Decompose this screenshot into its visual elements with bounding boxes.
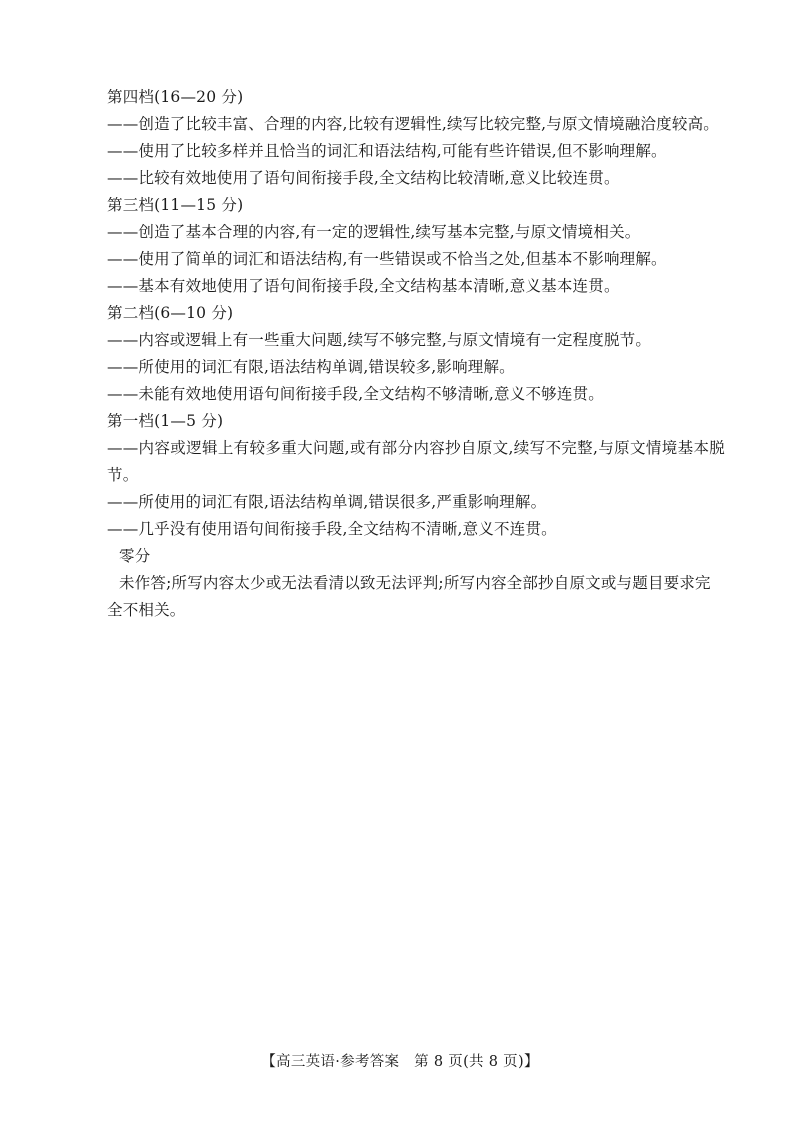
grade-one-item: ——内容或逻辑上有较多重大问题,或有部分内容抄自原文,续写不完整,与原文情境基本脱节。 bbox=[107, 439, 725, 484]
grade-two-title: 第二档(6—10 分) bbox=[107, 304, 234, 322]
zero-score-text: 未作答;所写内容太少或无法看清以致无法评判;所写内容全部抄自原文或与题目要求完全不相关。 bbox=[107, 574, 711, 619]
grade-two-section bbox=[107, 300, 725, 408]
zero-score-section bbox=[107, 543, 725, 624]
grade-three-item: ——基本有效地使用了语句间衔接手段,全文结构基本清晰,意义基本连贯。 bbox=[107, 277, 620, 295]
zero-score-title: 零分 bbox=[119, 547, 151, 565]
grade-three-section bbox=[107, 192, 725, 300]
grade-one-item: ——所使用的词汇有限,语法结构单调,错误很多,严重影响理解。 bbox=[107, 493, 547, 511]
grade-two-item: ——未能有效地使用语句间衔接手段,全文结构不够清晰,意义不够连贯。 bbox=[107, 385, 604, 403]
scoring-rubric bbox=[107, 84, 725, 624]
grade-three-item: ——创造了基本合理的内容,有一定的逻辑性,续写基本完整,与原文情境相关。 bbox=[107, 223, 641, 241]
grade-three-item: ——使用了简单的词汇和语法结构,有一些错误或不恰当之处,但基本不影响理解。 bbox=[107, 250, 667, 268]
grade-four-title: 第四档(16—20 分) bbox=[107, 88, 244, 106]
grade-one-item: ——几乎没有使用语句间衔接手段,全文结构不清晰,意义不连贯。 bbox=[107, 520, 557, 538]
grade-four-item: ——创造了比较丰富、合理的内容,比较有逻辑性,续写比较完整,与原文情境融洽度较高。 bbox=[107, 115, 719, 133]
grade-four-section bbox=[107, 84, 725, 192]
grade-two-item: ——所使用的词汇有限,语法结构单调,错误较多,影响理解。 bbox=[107, 358, 515, 376]
grade-four-item: ——比较有效地使用了语句间衔接手段,全文结构比较清晰,意义比较连贯。 bbox=[107, 169, 620, 187]
grade-one-title: 第一档(1—5 分) bbox=[107, 412, 224, 430]
page-footer: 【高三英语·参考答案 第 8 页(共 8 页)】 bbox=[261, 1054, 539, 1070]
grade-one-section bbox=[107, 408, 725, 543]
grade-two-item: ——内容或逻辑上有一些重大问题,续写不够完整,与原文情境有一定程度脱节。 bbox=[107, 331, 652, 349]
grade-four-item: ——使用了比较多样并且恰当的词汇和语法结构,可能有些许错误,但不影响理解。 bbox=[107, 142, 667, 160]
grade-three-title: 第三档(11—15 分) bbox=[107, 196, 244, 214]
